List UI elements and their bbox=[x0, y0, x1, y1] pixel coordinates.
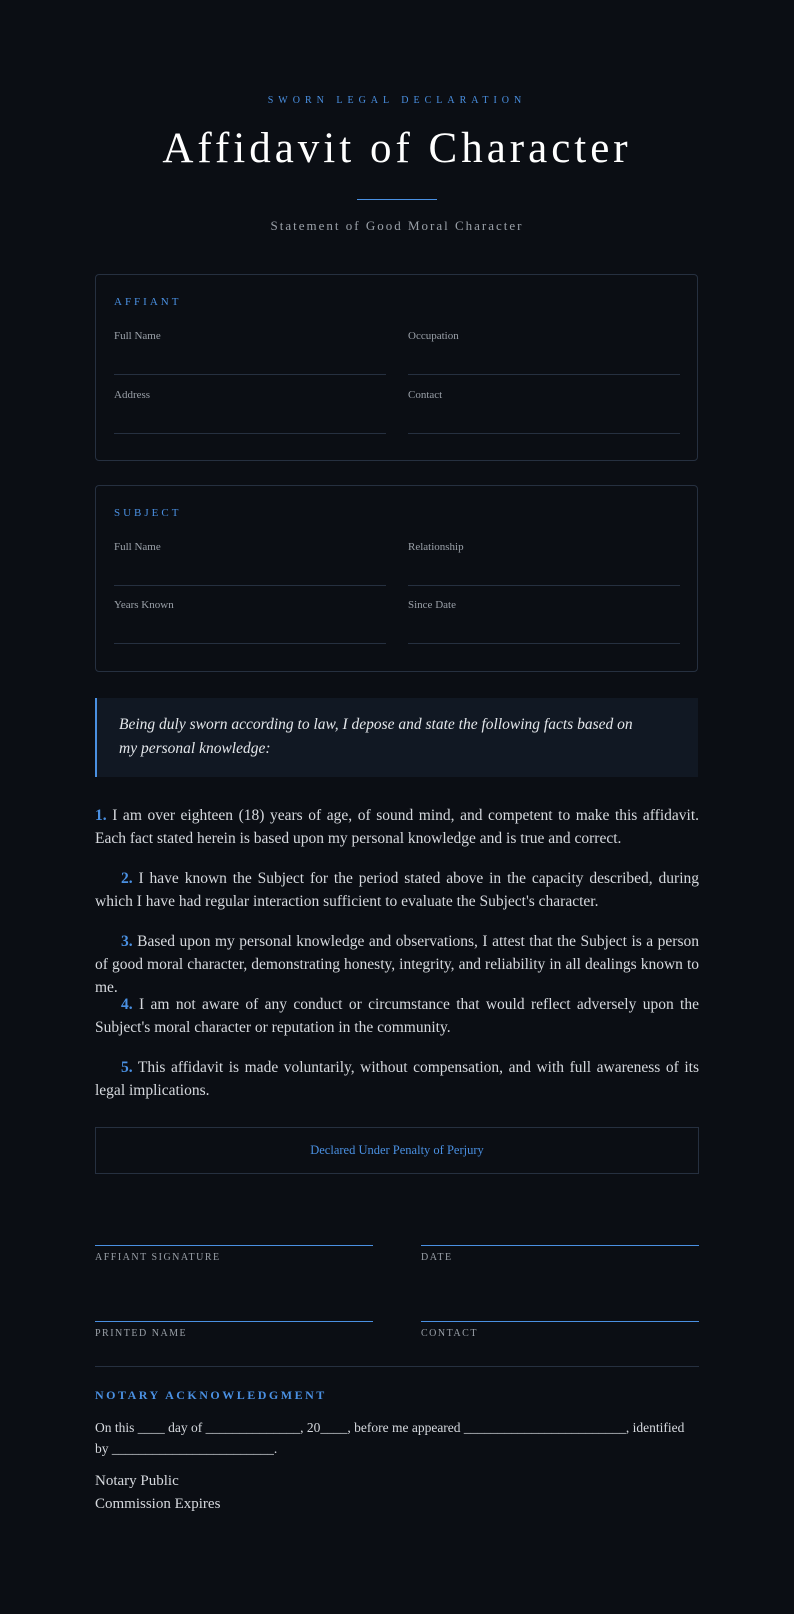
affiant-occupation-label: Occupation bbox=[408, 330, 459, 342]
affiant-contact-line bbox=[408, 433, 680, 434]
notary-public-label: Notary Public bbox=[95, 1473, 179, 1489]
affiant-section bbox=[95, 274, 698, 461]
notary-title: NOTARY ACKNOWLEDGMENT bbox=[95, 1388, 327, 1402]
affiant-full-name-line bbox=[114, 374, 386, 375]
affiant-address-label: Address bbox=[114, 389, 151, 401]
contact-label: CONTACT bbox=[421, 1328, 478, 1339]
document-subtitle: Statement of Good Moral Character bbox=[270, 218, 524, 233]
printed-name-label: PRINTED NAME bbox=[95, 1328, 188, 1339]
notary-divider bbox=[95, 1366, 699, 1367]
statement-text: This affidavit is made voluntarily, without compensation, and with full awareness of its legal implications. bbox=[95, 1059, 699, 1099]
statement-number: 3. bbox=[121, 933, 133, 950]
notary-acknowledgment-text: On this ____ day of ______________, 20____, before me appeared ________________________, identified by ________________________. bbox=[95, 1420, 685, 1456]
contact-line bbox=[421, 1321, 699, 1322]
affiant-address-field[interactable] bbox=[114, 389, 386, 401]
date-signature-block[interactable] bbox=[421, 1245, 699, 1263]
date-line bbox=[421, 1245, 699, 1246]
affiant-address-line bbox=[114, 433, 386, 434]
subject-relationship-line bbox=[408, 585, 680, 586]
affiant-signature-label: AFFIANT SIGNATURE bbox=[95, 1252, 221, 1263]
affiant-section-title: AFFIANT bbox=[114, 296, 182, 308]
subject-full-name-line bbox=[114, 585, 386, 586]
document-title: Affidavit of Character bbox=[162, 125, 632, 172]
statement-3 bbox=[95, 930, 699, 999]
subject-since-date-field[interactable] bbox=[408, 599, 680, 611]
subject-years-known-label: Years Known bbox=[114, 599, 174, 611]
affiant-contact-label: Contact bbox=[408, 389, 443, 401]
oath-statement: Being duly sworn according to law, I depose and state the following facts based on my personal knowledge: bbox=[95, 698, 698, 777]
date-label: DATE bbox=[421, 1252, 453, 1263]
statement-text: I am over eighteen (18) years of age, of sound mind, and competent to make this affidavit. Each fact stated herein is based upon my personal knowledge and is true and correct. bbox=[95, 807, 700, 847]
statement-4 bbox=[95, 993, 699, 1039]
affiant-full-name-label: Full Name bbox=[114, 330, 161, 342]
printed-name-line bbox=[95, 1321, 373, 1322]
statement-number: 2. bbox=[121, 870, 133, 887]
commission-expires-label: Commission Expires bbox=[95, 1496, 221, 1512]
subject-relationship-label: Relationship bbox=[408, 541, 464, 553]
title-divider bbox=[357, 199, 437, 200]
statement-5 bbox=[95, 1056, 699, 1102]
affiant-occupation-line bbox=[408, 374, 680, 375]
subject-years-known-field[interactable] bbox=[114, 599, 386, 611]
statement-number: 1. bbox=[95, 807, 107, 824]
document-eyebrow: SWORN LEGAL DECLARATION bbox=[267, 95, 527, 106]
statement-text: I have known the Subject for the period stated above in the capacity described, during which I have had regular interaction sufficient to evaluate the Subject's character. bbox=[95, 870, 700, 910]
statement-1 bbox=[95, 804, 699, 850]
subject-since-date-label: Since Date bbox=[408, 599, 456, 611]
subject-section bbox=[95, 485, 698, 672]
subject-section-title: SUBJECT bbox=[114, 507, 182, 519]
printed-name-block[interactable] bbox=[95, 1321, 373, 1339]
subject-since-date-line bbox=[408, 643, 680, 644]
affiant-occupation-field[interactable] bbox=[408, 330, 680, 342]
subject-full-name-field[interactable] bbox=[114, 541, 386, 553]
subject-full-name-label: Full Name bbox=[114, 541, 161, 553]
subject-relationship-field[interactable] bbox=[408, 541, 680, 553]
perjury-banner: Declared Under Penalty of Perjury bbox=[95, 1127, 699, 1174]
contact-signature-block[interactable] bbox=[421, 1321, 699, 1339]
statement-number: 4. bbox=[121, 996, 133, 1013]
affiant-contact-field[interactable] bbox=[408, 389, 680, 401]
subject-years-known-line bbox=[114, 643, 386, 644]
statement-text: Based upon my personal knowledge and observations, I attest that the Subject is a person of good moral character, demonstrating honesty, integrity, and reliability in all dealings known to me. bbox=[95, 933, 699, 996]
affiant-signature-block[interactable] bbox=[95, 1245, 373, 1263]
statement-text: I am not aware of any conduct or circumstance that would reflect adversely upon the Subject's moral character or reputation in the community. bbox=[95, 996, 699, 1036]
statement-2 bbox=[95, 867, 699, 913]
statement-number: 5. bbox=[121, 1059, 133, 1076]
affiant-signature-line bbox=[95, 1245, 373, 1246]
affiant-full-name-field[interactable] bbox=[114, 330, 386, 342]
